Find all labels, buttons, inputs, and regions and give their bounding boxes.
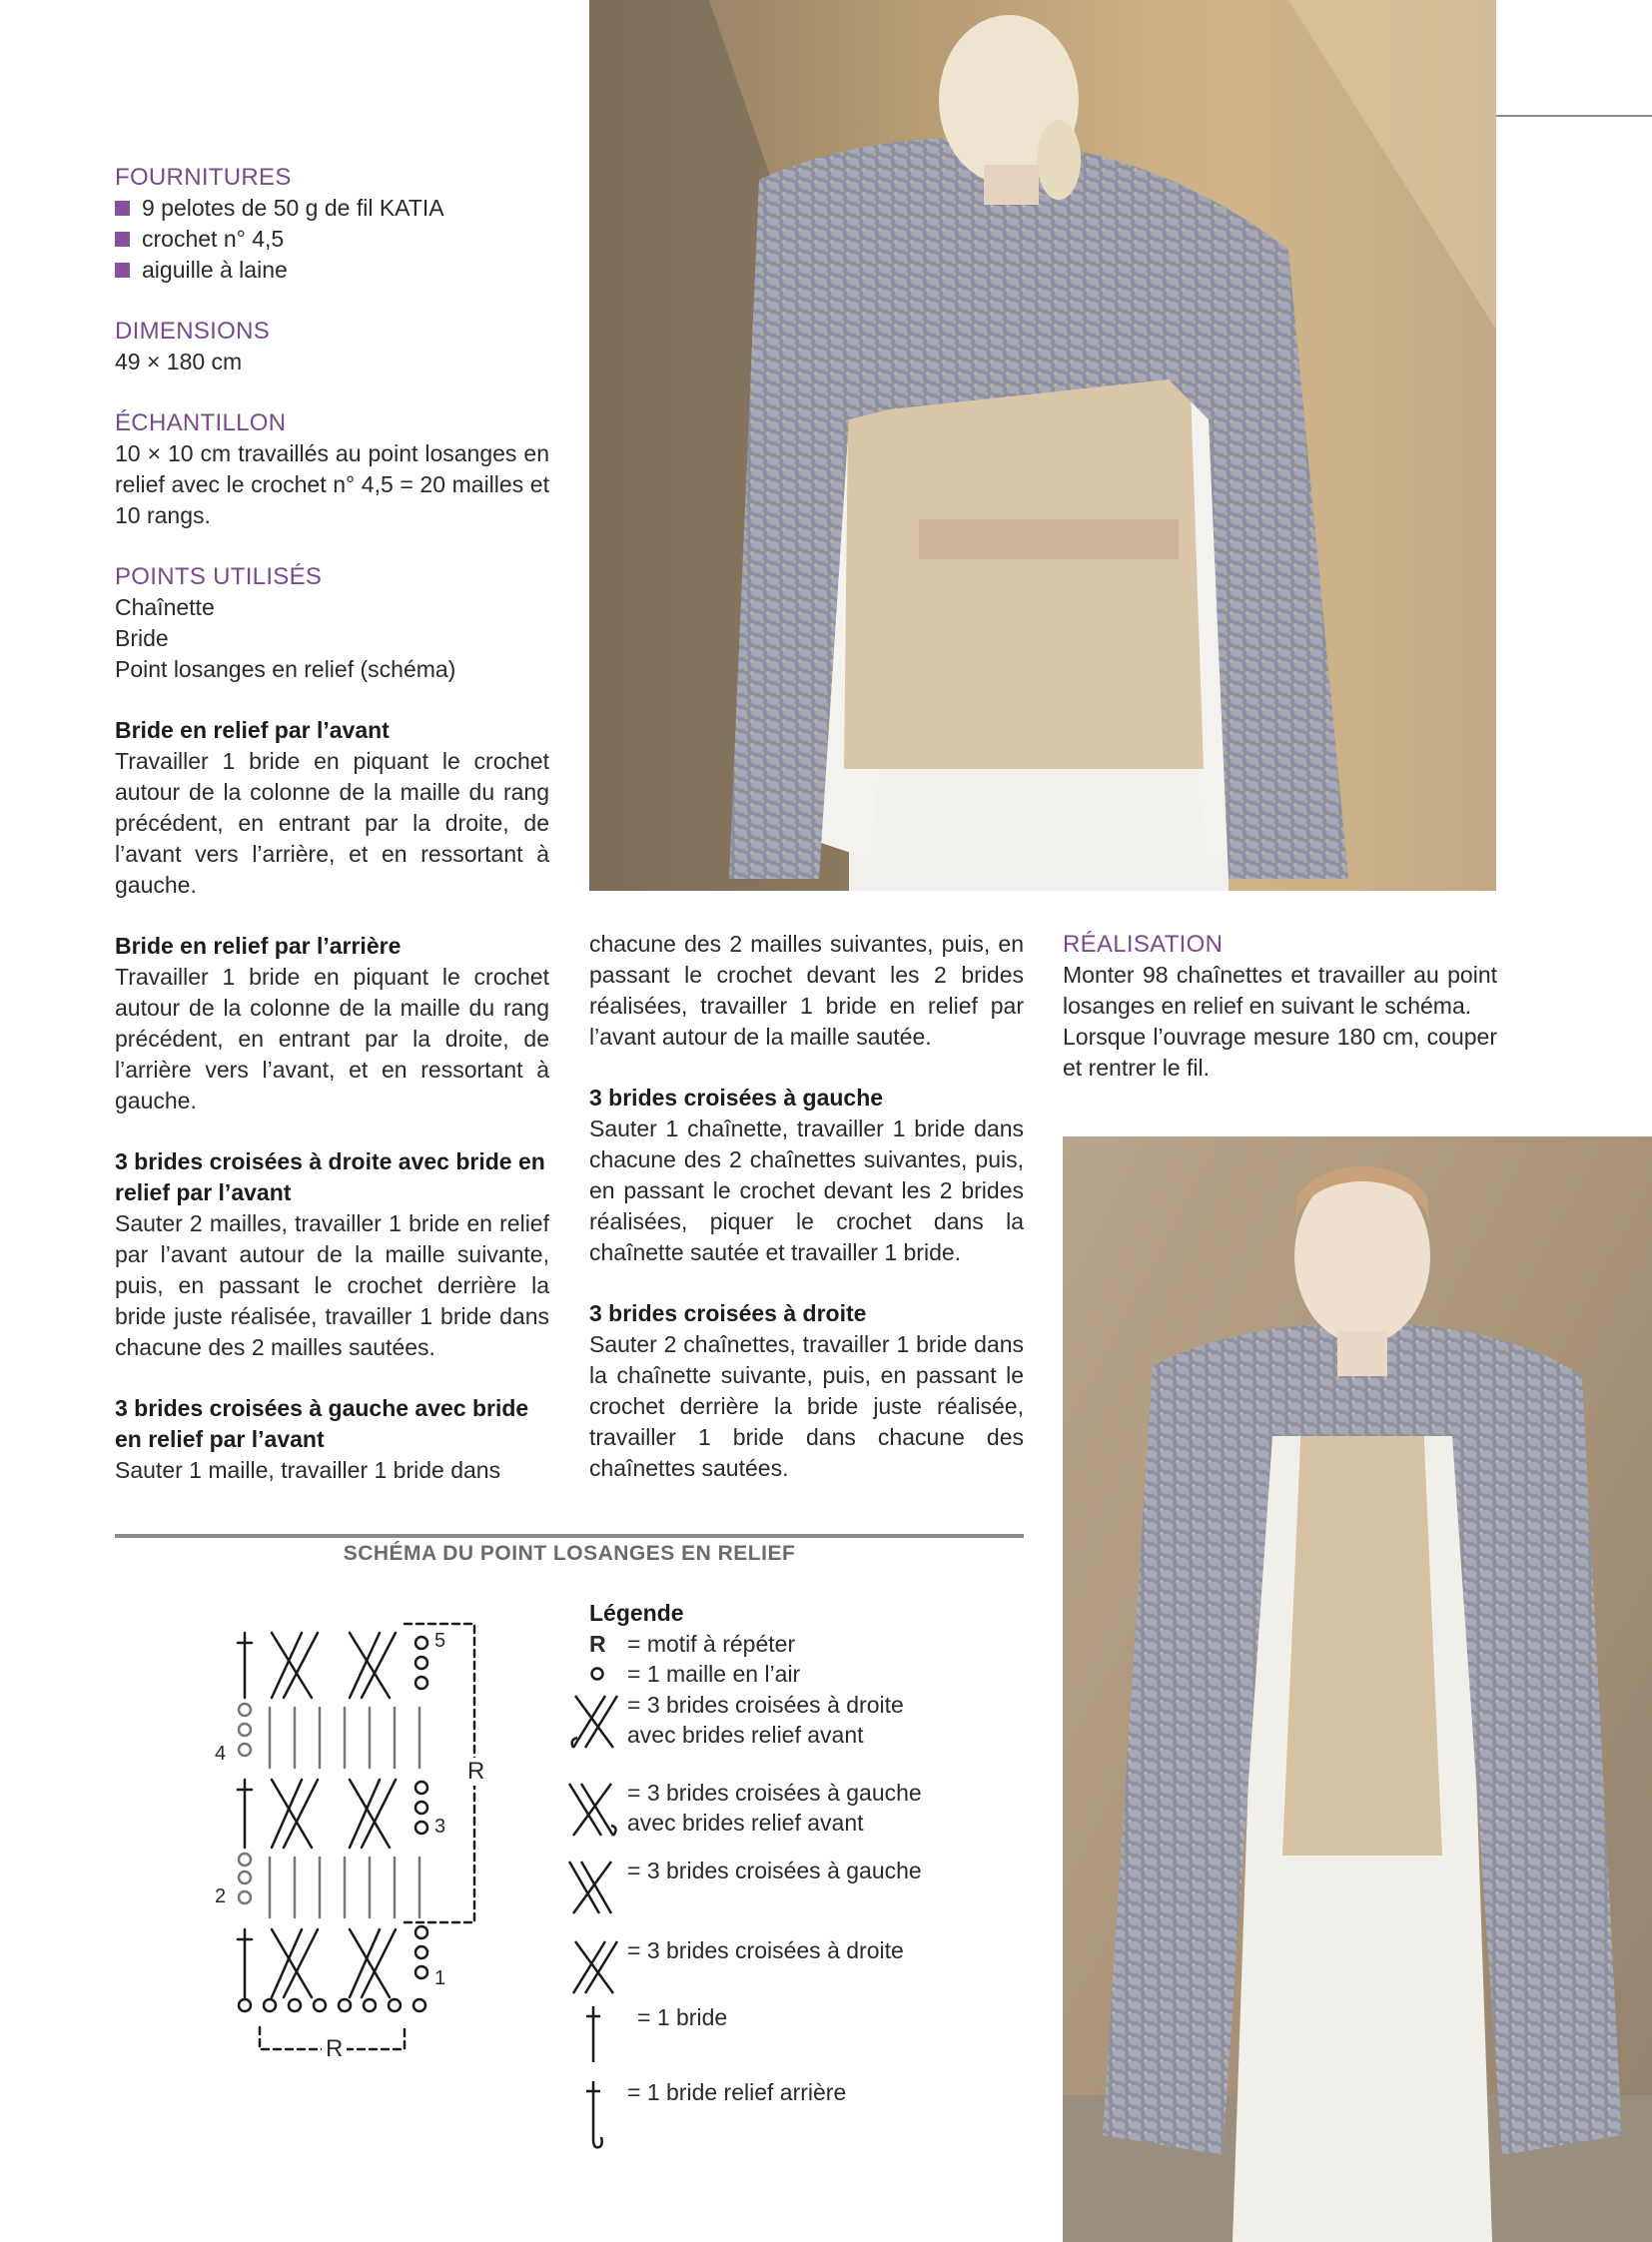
legend-text: = 3 brides croisées à gauche — [627, 1858, 922, 1883]
points-section — [115, 561, 549, 685]
crossed-right-relief-icon — [559, 1690, 627, 1752]
bride-relief-arriere-icon — [559, 2077, 627, 2151]
echantillon-text: 10 × 10 cm travaillés au point losanges en relief avec le crochet n° 4,5 = 20 mailles et 10 rangs. — [115, 440, 549, 528]
echantillon-title: ÉCHANTILLON — [115, 409, 287, 436]
crossed-left-relief-icon — [559, 1778, 627, 1840]
legend-row-crossed-right — [559, 1935, 904, 1997]
legend-row-bride-relief-arriere — [559, 2077, 846, 2151]
row-label-4: 4 — [215, 1743, 227, 1765]
croisees-gauche-text: Sauter 1 chaînette, travailler 1 bride dans chacune des 2 chaînettes suivantes, puis, en passant le crochet devant les 2 brides réalisées, piquer le crochet dans la chaînette sautée et travailler 1 bride. — [589, 1116, 1024, 1265]
legend-row-repeat — [589, 1629, 795, 1659]
row-label-3: 3 — [434, 1816, 446, 1838]
schema-divider — [115, 1534, 1024, 1538]
croisees-gauche-relief-text-start: Sauter 1 maille, travailler 1 bride dans — [115, 1457, 501, 1483]
crossed-right-icon — [559, 1935, 627, 1997]
bullet-square-icon — [115, 232, 130, 247]
legend-text: = motif à répéter — [627, 1631, 796, 1657]
legend-row-bride — [559, 2002, 727, 2066]
bride-avant-title: Bride en relief par l’avant — [115, 717, 390, 743]
legend-text: = 3 brides croisées à gauche avec brides relief avant — [627, 1780, 922, 1836]
stitch-diagram — [200, 1608, 509, 2062]
croisees-droite-relief-title: 3 brides croisées à droite avec bride en relief par l’avant — [115, 1148, 545, 1205]
realisation-text-1: Monter 98 chaînettes et travailler au point losanges en relief en suivant le schéma. — [1063, 962, 1497, 1019]
row-label-5: 5 — [434, 1630, 446, 1652]
legend-r-symbol: R — [589, 1631, 606, 1657]
repeat-label-bottom: R — [322, 2035, 347, 2063]
bullet-square-icon — [115, 201, 130, 216]
back-view-photo — [589, 0, 1496, 891]
fournitures-title: FOURNITURES — [115, 164, 292, 191]
croisees-gauche-title: 3 brides croisées à gauche — [589, 1085, 884, 1111]
croisees-droite-relief-text: Sauter 2 mailles, travailler 1 bride en relief par l’avant autour de la maille suivante, puis, en passant le crochet derrière la bride juste réalisée, travailler 1 bride dans chacune des 2 mailles sautées. — [115, 1210, 549, 1360]
bullet-square-icon — [115, 263, 130, 278]
list-item: 9 pelotes de 50 g de fil KATIA — [115, 193, 549, 224]
list-item: Bride — [115, 625, 169, 651]
points-title: POINTS UTILISÉS — [115, 563, 323, 590]
list-item: crochet n° 4,5 — [115, 224, 549, 255]
foundation-chain — [239, 1999, 425, 2011]
croisees-droite-relief-section — [115, 1146, 549, 1363]
row-2-stitches — [239, 1854, 419, 1917]
bride-avant-section — [115, 715, 549, 901]
legend-text: = 3 brides croisées à droite avec brides relief avant — [627, 1692, 904, 1748]
legend-row-chain — [589, 1659, 800, 1689]
legend-text: = 3 brides croisées à droite — [627, 1937, 904, 1963]
row-3-stitches — [238, 1780, 427, 1848]
row-5-stitches — [238, 1633, 427, 1698]
bride-arriere-text: Travailler 1 bride en piquant le crochet autour de la colonne de la maille du rang précédent, en entrant par la droite, de l’arrière vers l’avant, et en ressortant à gauche. — [115, 964, 549, 1114]
dimensions-title: DIMENSIONS — [115, 318, 271, 345]
row-label-1: 1 — [434, 1967, 446, 1989]
legend-title: Légende — [589, 1600, 684, 1626]
bride-icon — [559, 2002, 627, 2066]
front-view-photo — [1063, 1136, 1652, 2242]
legend-row-crossed-left — [559, 1856, 922, 1917]
dimensions-section — [115, 316, 549, 377]
chain-stitch-icon — [589, 1659, 627, 1689]
row-4-stitches — [239, 1704, 419, 1768]
echantillon-section — [115, 407, 549, 531]
bride-arriere-title: Bride en relief par l’arrière — [115, 933, 402, 959]
left-column — [115, 162, 549, 1486]
row-1-stitches — [238, 1926, 427, 1997]
crossed-left-icon — [559, 1856, 627, 1917]
fournitures-section — [115, 162, 549, 286]
croisees-droite-title: 3 brides croisées à droite — [589, 1300, 867, 1326]
schema-title: SCHÉMA DU POINT LOSANGES EN RELIEF — [343, 1542, 796, 1565]
legend-text: = 1 bride relief arrière — [627, 2079, 847, 2105]
bride-arriere-section — [115, 931, 549, 1117]
list-item: Chaînette — [115, 594, 215, 620]
legend-row-crossed-right-relief — [559, 1690, 937, 1752]
middle-column — [589, 929, 1024, 1484]
legend-text: = 1 maille en l’air — [627, 1661, 801, 1687]
realisation-text-2: Lorsque l’ouvrage mesure 180 cm, couper et rentrer le fil. — [1063, 1024, 1497, 1081]
right-column — [1063, 929, 1497, 1084]
croisees-droite-text: Sauter 2 chaînettes, travailler 1 bride dans la chaînette suivante, puis, en passant le crochet derrière la bride juste réalisée, travailler 1 bride dans chacune des chaînettes sautées. — [589, 1331, 1024, 1481]
repeat-label-right: R — [464, 1758, 487, 1786]
legend-row-crossed-left-relief — [559, 1778, 937, 1840]
list-item: aiguille à laine — [115, 255, 549, 286]
croisees-gauche-relief-section — [115, 1393, 549, 1486]
row-label-2: 2 — [215, 1885, 227, 1907]
top-divider — [1496, 115, 1652, 117]
croisees-gauche-section — [589, 1083, 1024, 1268]
croisees-gauche-relief-title: 3 brides croisées à gauche avec bride en relief par l’avant — [115, 1395, 529, 1452]
bride-avant-text: Travailler 1 bride en piquant le crochet autour de la colonne de la maille du rang précédent, en entrant par la droite, de l’avant vers l’arrière, et en ressortant à gauche. — [115, 748, 549, 898]
dimensions-value: 49 × 180 cm — [115, 349, 243, 374]
croisees-gauche-relief-text-cont: chacune des 2 mailles suivantes, puis, en passant le crochet devant les 2 brides réalisées, travailler 1 bride en relief par l’avant autour de la maille sautée. — [589, 931, 1024, 1050]
croisees-droite-section — [589, 1298, 1024, 1484]
legend-text: = 1 bride — [637, 2004, 728, 2030]
list-item: Point losanges en relief (schéma) — [115, 656, 456, 682]
realisation-title: RÉALISATION — [1063, 931, 1224, 958]
